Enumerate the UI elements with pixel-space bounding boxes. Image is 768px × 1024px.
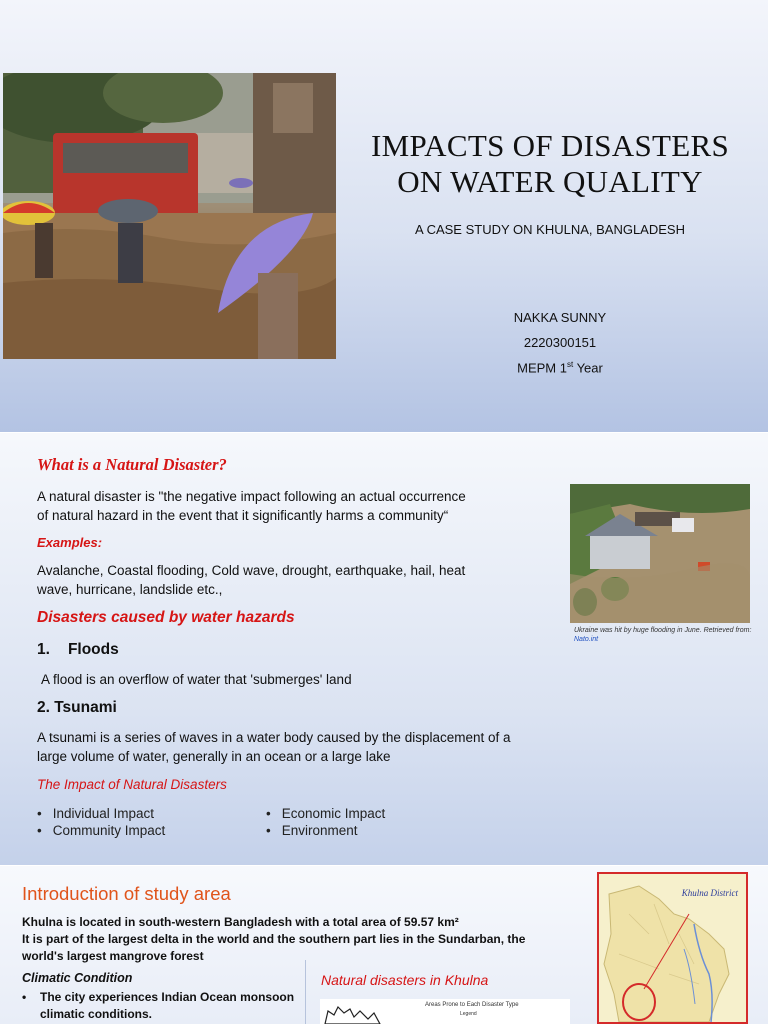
map-title: Khulna District <box>681 888 738 898</box>
disasters-heading: Natural disasters in Khulna <box>321 972 489 988</box>
list-item: • Environment <box>266 822 385 839</box>
photo-caption: Ukraine was hit by huge flooding in June. Retrieved from: Nato.int <box>574 626 764 644</box>
slide2-heading: What is a Natural Disaster? <box>37 455 227 474</box>
climate-bullet: • The city experiences Indian Ocean monsoon climatic conditions. <box>22 990 295 1021</box>
study-area-slide <box>0 866 768 1024</box>
author-name: NAKKA SUNNY <box>513 310 607 325</box>
author-course: MEPM 1st Year <box>517 360 603 376</box>
impact-heading: The Impact of Natural Disasters <box>37 777 227 792</box>
flooded-houses-photo <box>570 484 750 623</box>
presentation-subtitle: A CASE STUDY ON KHULNA, BANGLADESH <box>415 222 685 237</box>
study-area-description: Khulna is located in south-western Bangladesh with a total area of 59.57 km² It is part of the largest delta in the world and the southern part lies in the Sundarban, the world's largest mangrove forest <box>22 915 526 963</box>
impact-list-right <box>266 805 385 839</box>
title-line-2: ON WATER QUALITY <box>397 164 703 199</box>
tsunami-heading: 2. Tsunami <box>37 699 117 716</box>
title-line-1: IMPACTS OF DISASTERS <box>370 128 730 163</box>
author-id: 2220300151 <box>523 335 597 350</box>
natural-disaster-slide <box>0 433 768 865</box>
impact-list-left <box>37 805 165 839</box>
examples-label: Examples: <box>37 535 103 550</box>
floods-text: A flood is an overflow of water that 'submerges' land <box>41 672 352 687</box>
disaster-definition: A natural disaster is "the negative impact following an actual occurrence of natural hazard in the event that it significantly harms a community“ <box>37 489 466 523</box>
presentation-title <box>350 128 750 200</box>
slide3-heading: Introduction of study area <box>22 883 231 904</box>
caption-source-link[interactable]: Nato.int <box>574 636 599 643</box>
list-item: • Individual Impact <box>37 805 165 822</box>
examples-text: Avalanche, Coastal flooding, Cold wave, drought, earthquake, hail, heat wave, hurricane, landslide etc., <box>37 563 466 597</box>
water-hazards-heading: Disasters caused by water hazards <box>37 609 295 626</box>
climate-heading: Climatic Condition <box>22 971 133 985</box>
chart-legend: Legend <box>460 1011 477 1017</box>
flood-street-photo <box>3 73 336 359</box>
title-slide <box>0 0 768 432</box>
floods-heading: 1. Floods <box>37 641 119 658</box>
disaster-prone-chart <box>320 999 570 1024</box>
chart-title: Areas Prone to Each Disaster Type <box>425 1002 519 1008</box>
list-item: • Community Impact <box>37 822 165 839</box>
khulna-district-map <box>597 872 748 1024</box>
map-drawing <box>599 874 746 1022</box>
tsunami-text: A tsunami is a series of waves in a water body caused by the displacement of a large volume of water, generally in an ocean or a large lake <box>37 730 511 764</box>
column-divider <box>305 960 306 1024</box>
list-item: • Economic Impact <box>266 805 385 822</box>
chart-map-outline <box>320 999 420 1024</box>
